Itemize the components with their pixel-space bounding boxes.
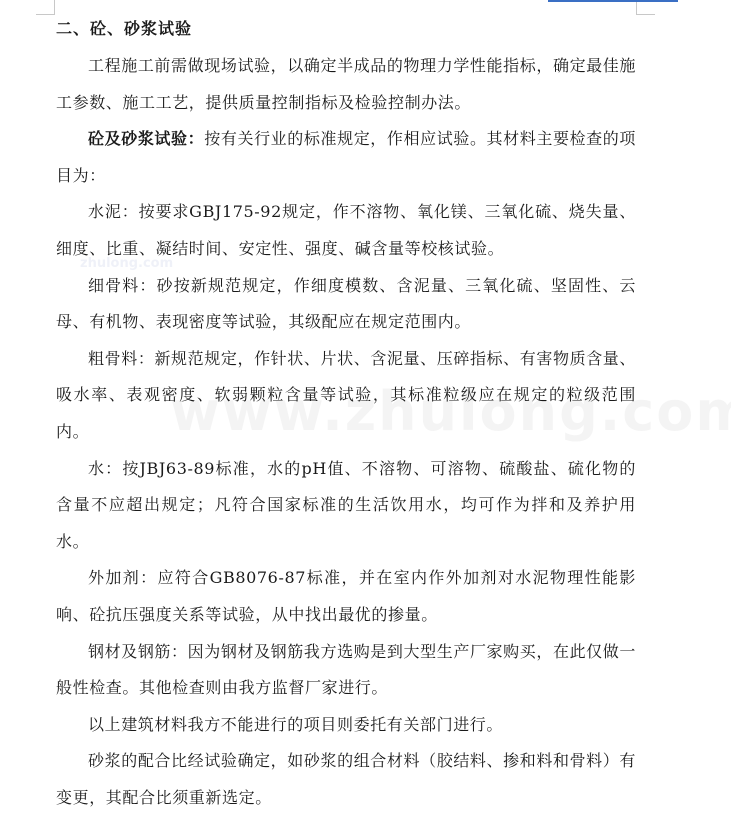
lead-label: 砼及砂浆试验：	[88, 129, 205, 149]
crop-mark-top-right	[636, 0, 655, 15]
intro-paragraph: 工程施工前需做现场试验，以确定半成品的物理力学性能指标，确定最佳施工参数、施工工艺，提供质量控制指标及检验控制办法。	[56, 56, 636, 112]
item-label: 水：	[88, 458, 123, 478]
item-text: 应符合GB8076-87标准，并在室内作外加剂对水泥物理性能影响、砼抗压强度关系等试验，从中找出最优的掺量。	[56, 568, 637, 624]
section-heading: 二、砼、砂浆试验	[56, 19, 193, 38]
item-text: 砂按新规范规定，作细度模数、含泥量、三氧化硫、坚固性、云母、有机物、表现密度等试验，其级配应在规定范围内。	[56, 275, 636, 332]
item-label: 水泥：	[88, 202, 139, 222]
item-text: 因为钢材及钢筋我方选购是到大型生产厂家购买，在此仅做一般性检查。其他检查则由我方监督厂家进行。	[56, 641, 636, 698]
closing-paragraph-1: 以上建筑材料我方不能进行的项目则委托有关部门进行。	[88, 714, 504, 734]
crop-mark-top-left	[36, 0, 55, 15]
watermark-small: zhulong.com	[80, 256, 174, 271]
item-fine-aggregate	[56, 268, 636, 341]
document-body	[56, 14, 636, 816]
item-steel	[56, 634, 636, 707]
item-label: 粗骨料：	[88, 348, 155, 368]
item-text: 按JBJ63-89标准，水的pH值、不溶物、可溶物、硫酸盐、硫化物的含量不应超出规定；凡符合国家标准的生活饮用水，均可作为拌和及养护用水。	[56, 458, 637, 551]
header-accent-line	[548, 0, 678, 2]
item-label: 外加剂：	[88, 568, 158, 588]
item-label: 钢材及钢筋：	[88, 641, 188, 661]
item-text: 新规范规定，作针状、片状、含泥量、压碎指标、有害物质含量、吸水率、表观密度、软弱颗粒含量等试验，其标准粒级应在规定的粒级范围内。	[56, 348, 637, 441]
item-cement	[56, 194, 636, 267]
lead-paragraph	[56, 121, 636, 194]
item-text: 按要求GBJ175-92规定，作不溶物、氧化镁、三氧化硫、烧失量、细度、比重、凝结时间、安定性、强度、碱含量等校核试验。	[56, 202, 636, 258]
item-label: 细骨料：	[88, 275, 157, 295]
closing-paragraph-2: 砂浆的配合比经试验确定，如砂浆的组合材料（胶结料、掺和料和骨料）有变更，其配合比须重新选定。	[56, 751, 636, 807]
lead-text: 按有关行业的标准规定，作相应试验。其材料主要检查的项目为：	[56, 129, 636, 185]
item-admixture	[56, 560, 636, 633]
item-water	[56, 451, 636, 561]
item-coarse-aggregate	[56, 341, 636, 451]
